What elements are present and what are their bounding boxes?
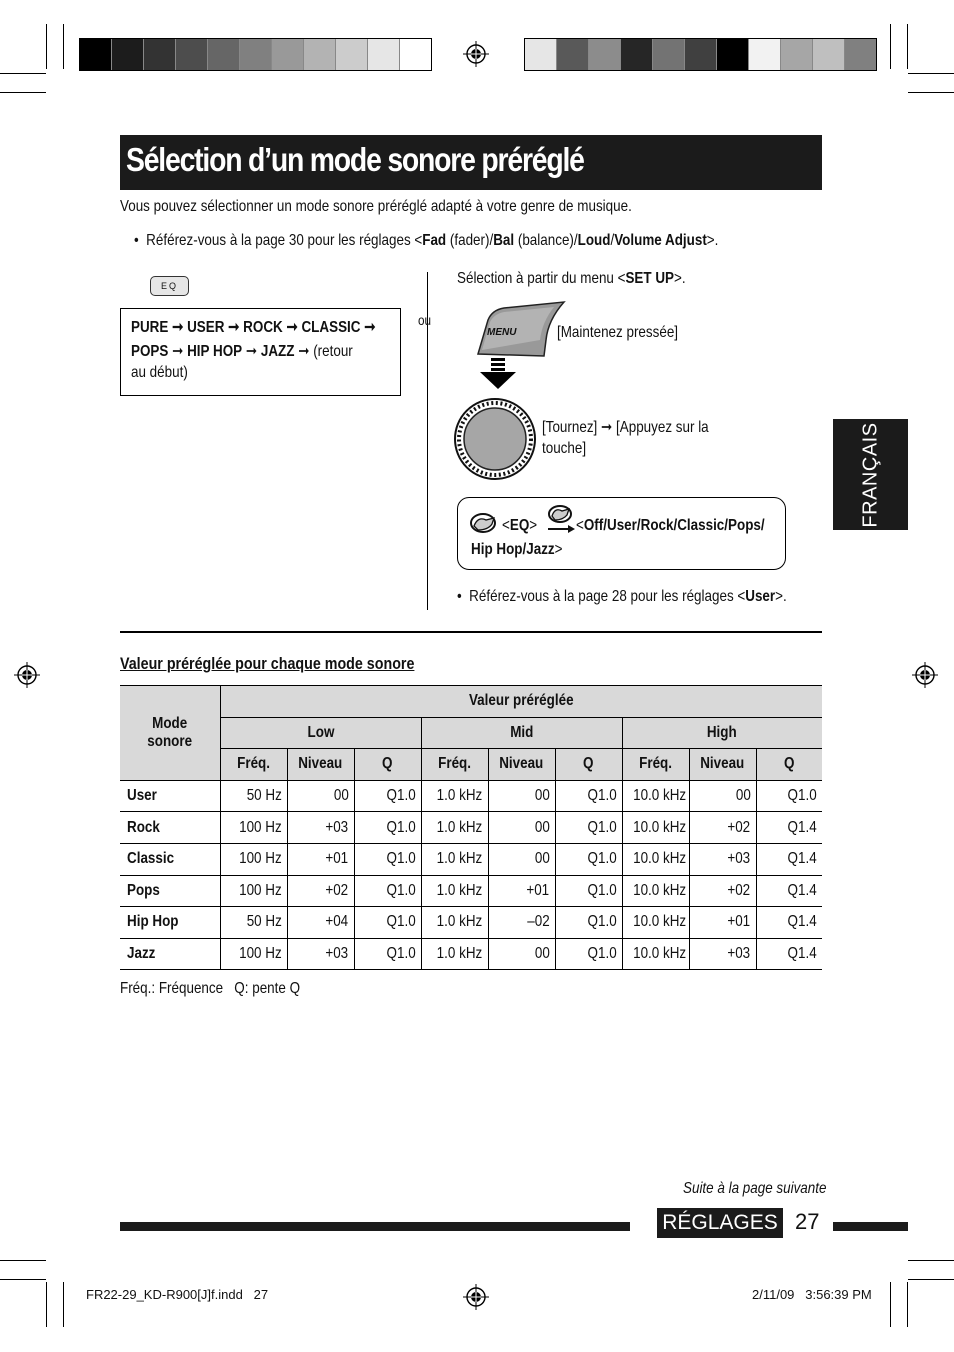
mode-cell: Rock xyxy=(120,812,220,844)
table-row xyxy=(120,780,822,812)
value-cell: 50 Hz xyxy=(220,907,287,939)
value-cell: 1.0 kHz xyxy=(421,843,488,875)
table-row xyxy=(120,812,822,844)
color-swatch xyxy=(400,39,431,70)
mode-header: Mode sonore xyxy=(120,686,220,781)
color-swatch xyxy=(112,39,144,70)
section-divider xyxy=(120,631,822,633)
value-cell: 10.0 kHz xyxy=(622,907,689,939)
value-cell: 1.0 kHz xyxy=(421,780,488,812)
mode-cell: User xyxy=(120,780,220,812)
value-cell: 10.0 kHz xyxy=(622,812,689,844)
bottom-rule-right xyxy=(833,1222,908,1231)
value-cell: 00 xyxy=(689,780,756,812)
intro-text: Vous pouvez sélectionner un mode sonore préréglé adapté à votre genre de musique. xyxy=(120,198,632,215)
registration-mark-icon xyxy=(912,662,938,688)
continued-note: Suite à la page suivante xyxy=(683,1180,827,1197)
crop-mark xyxy=(46,1282,47,1327)
menu-path-text: Sélection à partir du menu <SET UP>. xyxy=(457,270,686,287)
column-header: Niveau xyxy=(287,749,354,781)
value-cell: Q1.0 xyxy=(555,907,622,939)
value-cell: 100 Hz xyxy=(220,938,287,970)
language-tab-label: FRANÇAIS xyxy=(859,421,881,528)
color-swatch-strip-left xyxy=(79,38,432,71)
color-swatch xyxy=(845,39,876,70)
registration-mark-icon xyxy=(463,1284,489,1310)
arrow-right-icon: ➞ xyxy=(601,419,613,436)
registration-mark-icon xyxy=(463,41,489,67)
value-cell: +03 xyxy=(287,938,354,970)
mode-cell: Classic xyxy=(120,843,220,875)
crop-mark xyxy=(908,92,954,93)
value-cell: 00 xyxy=(287,780,354,812)
color-swatch xyxy=(589,39,621,70)
value-cell: Q1.4 xyxy=(756,812,822,844)
crop-mark xyxy=(63,1282,64,1327)
arrow-right-icon: ➞ xyxy=(228,319,240,336)
value-cell: Q1.0 xyxy=(354,780,421,812)
column-header: Fréq. xyxy=(220,749,287,781)
value-cell: Q1.0 xyxy=(354,875,421,907)
table-row xyxy=(120,843,822,875)
arrow-right-icon: ➞ xyxy=(172,343,184,360)
band-header-high: High xyxy=(622,717,822,749)
table-row xyxy=(120,938,822,970)
dial-hand-icon xyxy=(468,512,498,534)
value-cell: Q1.0 xyxy=(354,843,421,875)
arrow-right-icon: ➞ xyxy=(245,343,258,360)
value-cell: 100 Hz xyxy=(220,812,287,844)
preset-values-table xyxy=(120,685,822,970)
sequence-line-1: PURE ➞ USER ➞ ROCK ➞ CLASSIC ➞ xyxy=(131,319,376,336)
column-header: Q xyxy=(555,749,622,781)
value-cell: +02 xyxy=(287,875,354,907)
eq-button[interactable]: EQ xyxy=(150,276,189,296)
turn-press-instruction-2: touche] xyxy=(542,440,587,457)
registration-mark-icon xyxy=(14,662,40,688)
dial-hand-arrow-icon xyxy=(544,504,576,536)
value-cell: Q1.0 xyxy=(756,780,822,812)
column-header: Fréq. xyxy=(622,749,689,781)
eq-selection-line-1: <EQ> xyxy=(502,517,538,534)
preset-value-header: Valeur préréglée xyxy=(220,686,822,718)
value-cell: 1.0 kHz xyxy=(421,907,488,939)
color-swatch xyxy=(717,39,749,70)
value-cell: +02 xyxy=(689,875,756,907)
value-cell: +03 xyxy=(689,938,756,970)
value-cell: +01 xyxy=(488,875,555,907)
crop-mark xyxy=(908,1279,954,1280)
bullet-user-settings: • Référez-vous à la page 28 pour les réglages <User>. xyxy=(457,588,787,605)
value-cell: +01 xyxy=(287,843,354,875)
crop-mark xyxy=(908,1260,954,1261)
crop-mark xyxy=(46,24,47,69)
color-swatch xyxy=(208,39,240,70)
menu-button-icon[interactable] xyxy=(474,300,566,358)
bullet-fader-balance: • Référez-vous à la page 30 pour les réglages <Fad (fader)/Bal (balance)/Loud/Volume Adjust>. xyxy=(134,232,719,249)
color-swatch-strip-right xyxy=(524,38,877,71)
value-cell: 10.0 kHz xyxy=(622,780,689,812)
value-cell: Q1.0 xyxy=(354,812,421,844)
arrow-right-icon: ➞ xyxy=(298,343,310,360)
value-cell: 100 Hz xyxy=(220,843,287,875)
value-cell: +03 xyxy=(689,843,756,875)
hold-instruction: [Maintenez pressée] xyxy=(557,324,679,341)
value-cell: +03 xyxy=(287,812,354,844)
value-cell: 10.0 kHz xyxy=(622,938,689,970)
value-cell: Q1.0 xyxy=(555,843,622,875)
mode-cell: Jazz xyxy=(120,938,220,970)
menu-button-label: MENU xyxy=(487,327,517,338)
color-swatch xyxy=(653,39,685,70)
value-cell: 00 xyxy=(488,938,555,970)
eq-selection-box xyxy=(457,497,786,570)
arrow-down-icon xyxy=(478,358,518,390)
control-dial-icon[interactable] xyxy=(453,397,537,481)
value-cell: 00 xyxy=(488,843,555,875)
eq-selection-options-1: <Off/User/Rock/Classic/Pops/ xyxy=(576,517,765,534)
color-swatch xyxy=(304,39,336,70)
value-cell: Q1.0 xyxy=(354,938,421,970)
color-swatch xyxy=(557,39,589,70)
value-cell: 10.0 kHz xyxy=(622,843,689,875)
value-cell: +02 xyxy=(689,812,756,844)
value-cell: 00 xyxy=(488,812,555,844)
color-swatch xyxy=(272,39,304,70)
crop-mark xyxy=(907,24,908,69)
color-swatch xyxy=(240,39,272,70)
bottom-rule xyxy=(120,1222,630,1231)
color-swatch xyxy=(621,39,653,70)
crop-mark xyxy=(0,1279,46,1280)
color-swatch xyxy=(525,39,557,70)
table-footnote: Fréq.: Fréquence Q: pente Q xyxy=(120,980,301,997)
table-heading: Valeur préréglée pour chaque mode sonore xyxy=(120,654,415,673)
value-cell: –02 xyxy=(488,907,555,939)
sequence-line-3: au début) xyxy=(131,364,188,381)
section-label: RÉGLAGES xyxy=(657,1208,783,1238)
table-row xyxy=(120,875,822,907)
value-cell: 1.0 kHz xyxy=(421,938,488,970)
value-cell: Q1.0 xyxy=(555,780,622,812)
value-cell: Q1.0 xyxy=(354,907,421,939)
sequence-line-2: POPS ➞ HIP HOP ➞ JAZZ ➞ (retour xyxy=(131,343,353,360)
color-swatch xyxy=(176,39,208,70)
value-cell: Q1.4 xyxy=(756,843,822,875)
color-swatch xyxy=(685,39,717,70)
value-cell: 100 Hz xyxy=(220,875,287,907)
value-cell: 10.0 kHz xyxy=(622,875,689,907)
column-header: Fréq. xyxy=(421,749,488,781)
mode-cell: Hip Hop xyxy=(120,907,220,939)
arrow-right-icon: ➞ xyxy=(364,319,376,336)
footer-file-info: FR22-29_KD-R900[J]f.indd 27 xyxy=(86,1287,269,1302)
language-tab xyxy=(833,419,908,530)
column-header: Q xyxy=(756,749,822,781)
color-swatch xyxy=(749,39,781,70)
color-swatch xyxy=(813,39,845,70)
value-cell: Q1.0 xyxy=(555,938,622,970)
mode-cell: Pops xyxy=(120,875,220,907)
crop-mark xyxy=(0,1260,46,1261)
value-cell: Q1.4 xyxy=(756,907,822,939)
color-swatch xyxy=(336,39,368,70)
value-cell: +04 xyxy=(287,907,354,939)
page-number: 27 xyxy=(795,1209,820,1234)
arrow-right-icon: ➞ xyxy=(286,319,298,336)
color-swatch xyxy=(781,39,813,70)
value-cell: +01 xyxy=(689,907,756,939)
column-header: Niveau xyxy=(488,749,555,781)
crop-mark xyxy=(0,73,46,74)
crop-mark xyxy=(890,1282,891,1327)
color-swatch xyxy=(144,39,176,70)
value-cell: Q1.0 xyxy=(555,812,622,844)
value-cell: Q1.0 xyxy=(555,875,622,907)
page-title: Sélection d’un mode sonore préréglé xyxy=(126,141,584,178)
or-label: ou xyxy=(418,312,432,328)
column-header: Q xyxy=(354,749,421,781)
color-swatch xyxy=(80,39,112,70)
band-header-low: Low xyxy=(220,717,421,749)
value-cell: 1.0 kHz xyxy=(421,875,488,907)
crop-mark xyxy=(907,1282,908,1327)
value-cell: Q1.4 xyxy=(756,875,822,907)
sound-mode-sequence-box xyxy=(120,308,401,396)
eq-selection-options-2: Hip Hop/Jazz> xyxy=(471,541,563,558)
table-row xyxy=(120,907,822,939)
crop-mark xyxy=(908,73,954,74)
value-cell: Q1.4 xyxy=(756,938,822,970)
band-header-mid: Mid xyxy=(421,717,622,749)
value-cell: 50 Hz xyxy=(220,780,287,812)
column-header: Niveau xyxy=(689,749,756,781)
turn-press-instruction-1: [Tournez] ➞ [Appuyez sur la xyxy=(542,419,709,436)
crop-mark xyxy=(63,24,64,69)
page-title-bar xyxy=(120,135,822,190)
color-swatch xyxy=(368,39,400,70)
value-cell: 1.0 kHz xyxy=(421,812,488,844)
crop-mark xyxy=(0,92,46,93)
value-cell: 00 xyxy=(488,780,555,812)
arrow-right-icon: ➞ xyxy=(172,319,184,336)
footer-timestamp: 2/11/09 3:56:39 PM xyxy=(752,1287,872,1302)
crop-mark xyxy=(890,24,891,69)
